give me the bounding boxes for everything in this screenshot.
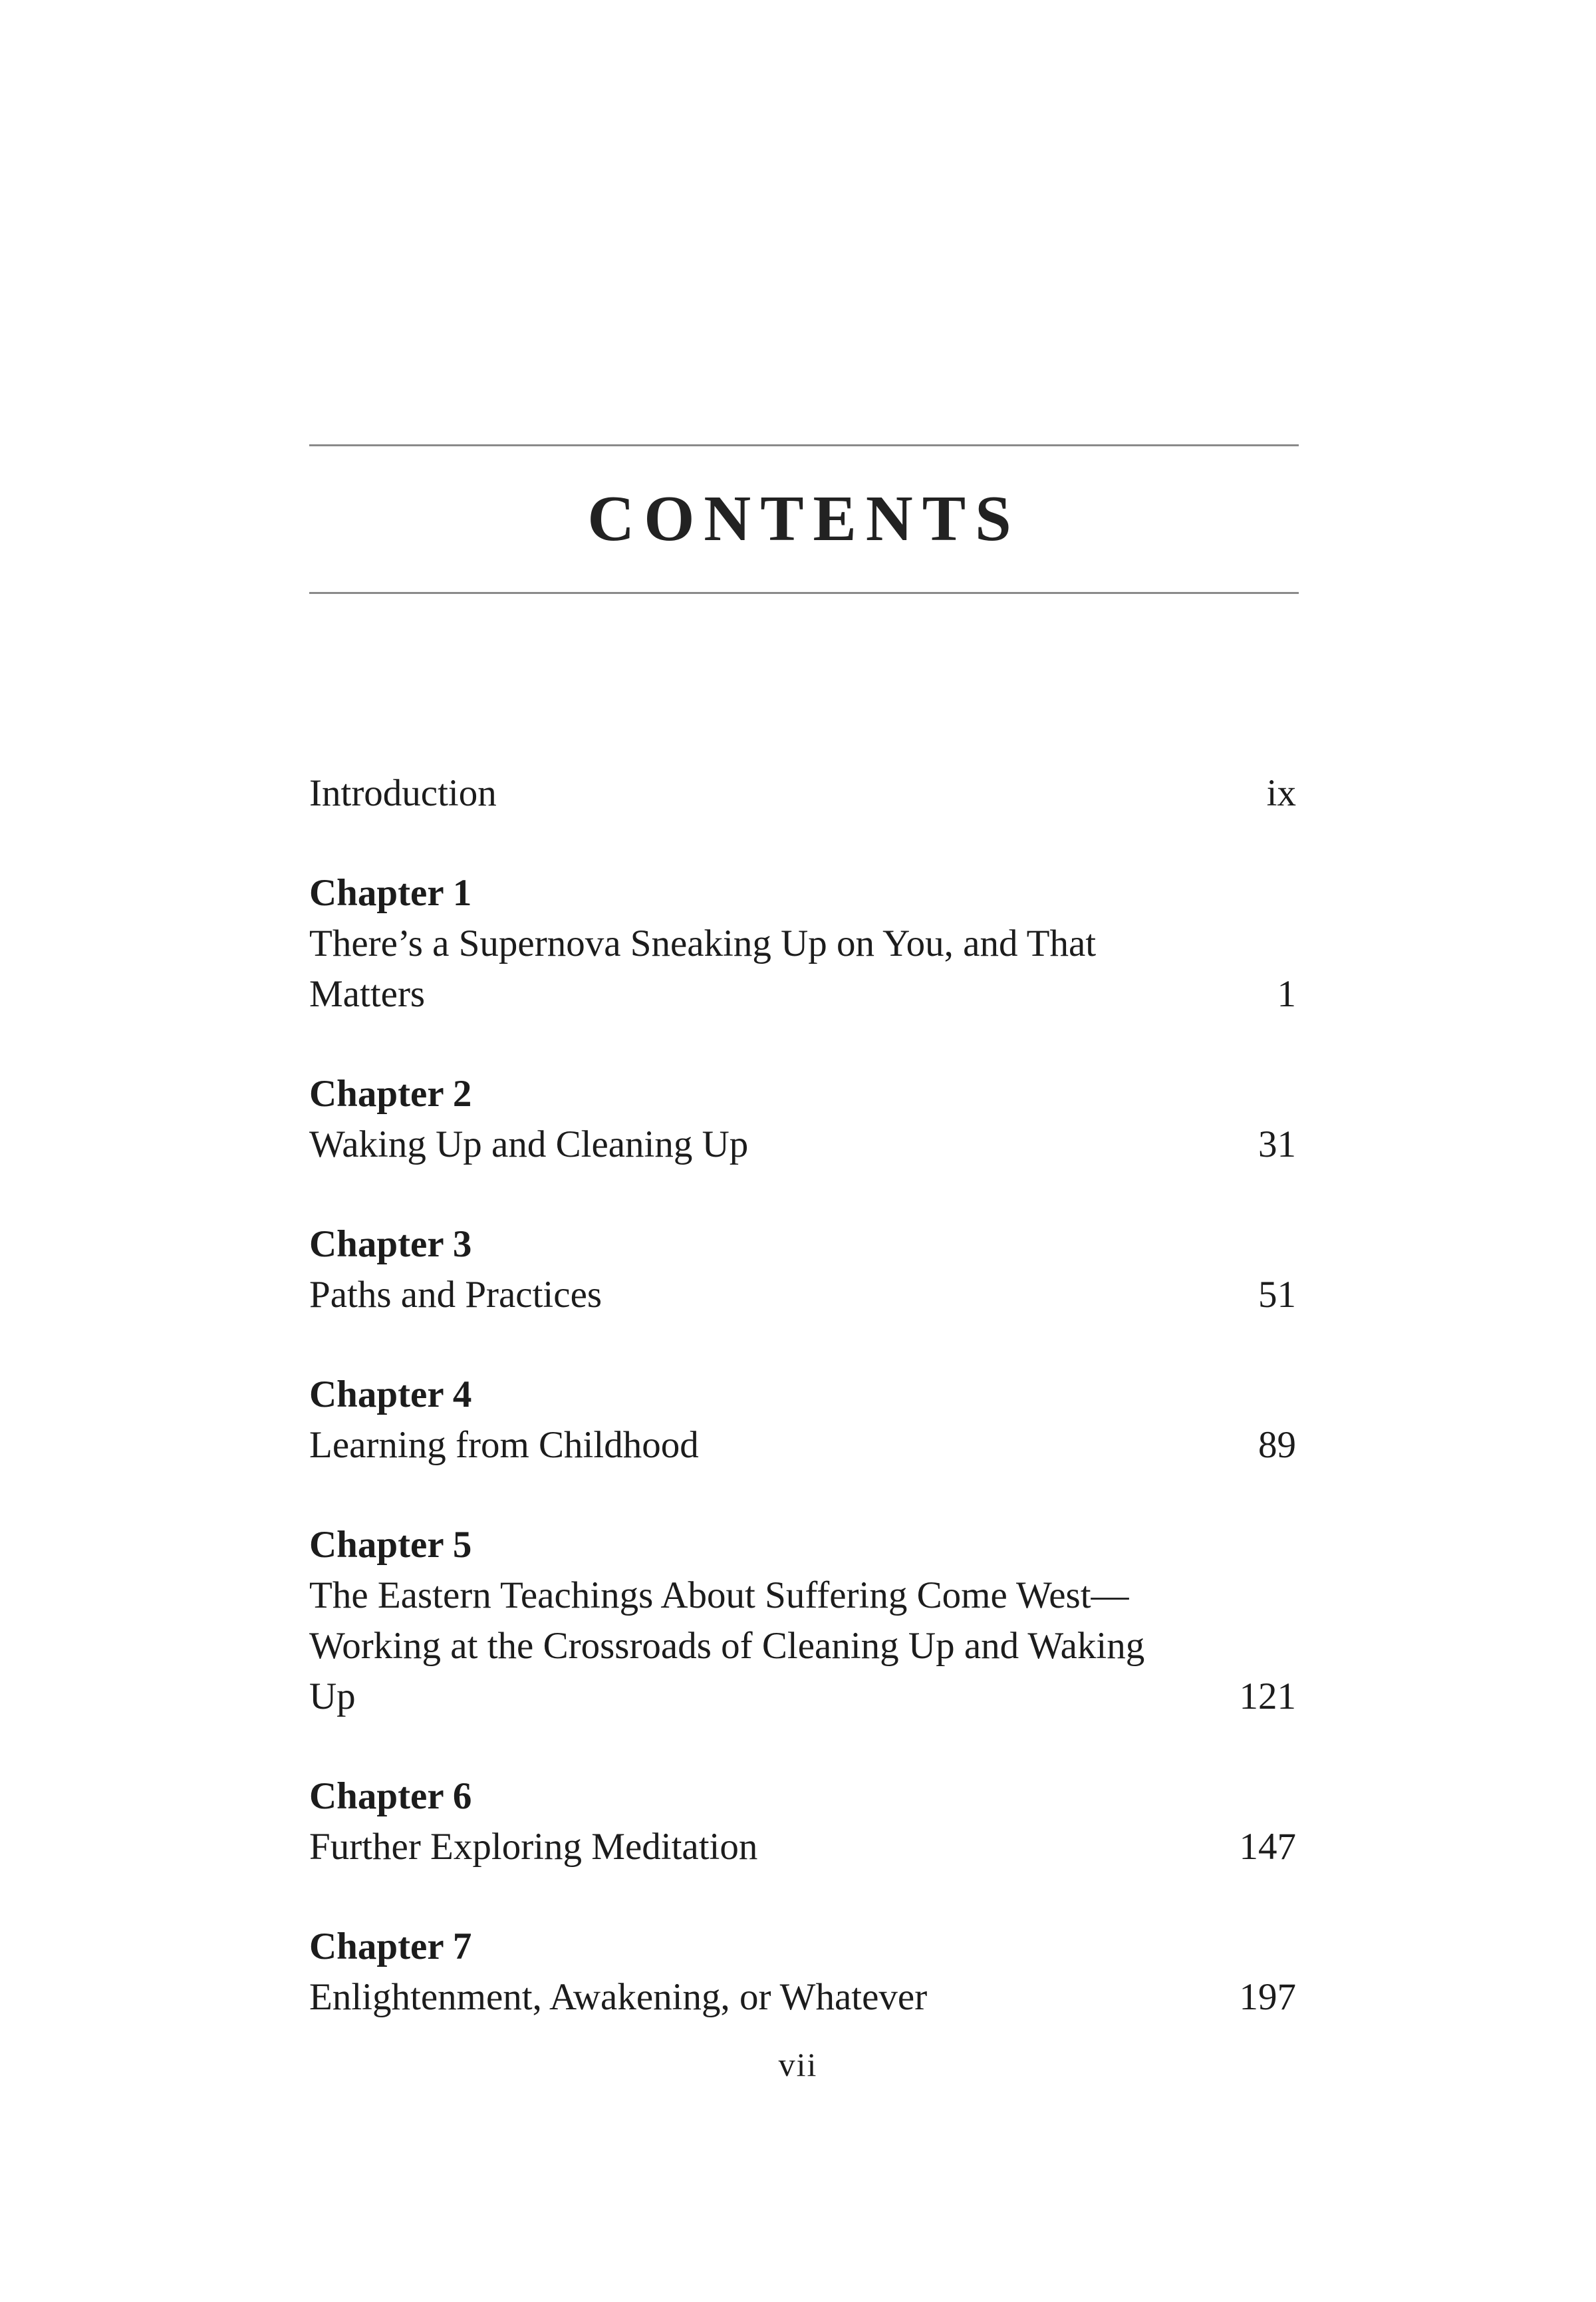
chapter-title: Paths and Practices xyxy=(309,1274,602,1316)
toc-entry-chapter-7[interactable] xyxy=(309,1922,1296,2023)
entry-page-number: 89 xyxy=(1258,1424,1296,1466)
chapter-number: Chapter 7 xyxy=(309,1926,472,1967)
chapter-number: Chapter 5 xyxy=(309,1524,472,1566)
chapter-number: Chapter 6 xyxy=(309,1775,472,1817)
chapter-title: Further Exploring Meditation xyxy=(309,1826,758,1868)
chapter-title: Enlightenment, Awakening, or Whatever xyxy=(309,1976,928,2018)
table-of-contents xyxy=(309,768,1296,2072)
chapter-title: There’s a Supernova Sneaking Up on You, and That Matters xyxy=(309,923,1097,1015)
entry-page-number: 197 xyxy=(1239,1976,1296,2018)
chapter-number: Chapter 4 xyxy=(309,1373,472,1415)
chapter-number: Chapter 2 xyxy=(309,1073,472,1115)
chapter-number: Chapter 1 xyxy=(309,872,472,914)
toc-entry-chapter-6[interactable] xyxy=(309,1771,1296,1872)
chapter-title-line-1: The Eastern Teachings About Suffering Come West— xyxy=(309,1574,1129,1616)
entry-page-number: 147 xyxy=(1239,1826,1296,1868)
toc-entry-chapter-2[interactable] xyxy=(309,1069,1296,1170)
entry-title: Introduction xyxy=(309,772,497,814)
chapter-number: Chapter 3 xyxy=(309,1223,472,1265)
toc-entry-chapter-3[interactable] xyxy=(309,1219,1296,1320)
toc-entry-chapter-1[interactable] xyxy=(309,868,1296,1020)
chapter-title: Learning from Childhood xyxy=(309,1424,699,1466)
toc-entry-introduction[interactable] xyxy=(309,768,1296,819)
bottom-rule xyxy=(309,592,1299,594)
chapter-title: Waking Up and Cleaning Up xyxy=(309,1123,749,1165)
entry-page-number: 51 xyxy=(1258,1274,1296,1316)
folio-page-number: vii xyxy=(778,2046,818,2083)
entry-page-number: 121 xyxy=(1239,1675,1296,1717)
page-title: CONTENTS xyxy=(587,483,1021,555)
toc-entry-chapter-5[interactable] xyxy=(309,1520,1296,1722)
entry-page-number: 31 xyxy=(1258,1123,1296,1165)
entry-page-number: 1 xyxy=(1277,973,1296,1015)
chapter-title-line-2: Working at the Crossroads of Cleaning Up and Waking Up xyxy=(309,1625,1145,1717)
entry-page-number: ix xyxy=(1266,772,1296,814)
toc-entry-chapter-4[interactable] xyxy=(309,1369,1296,1471)
top-rule xyxy=(309,444,1299,446)
